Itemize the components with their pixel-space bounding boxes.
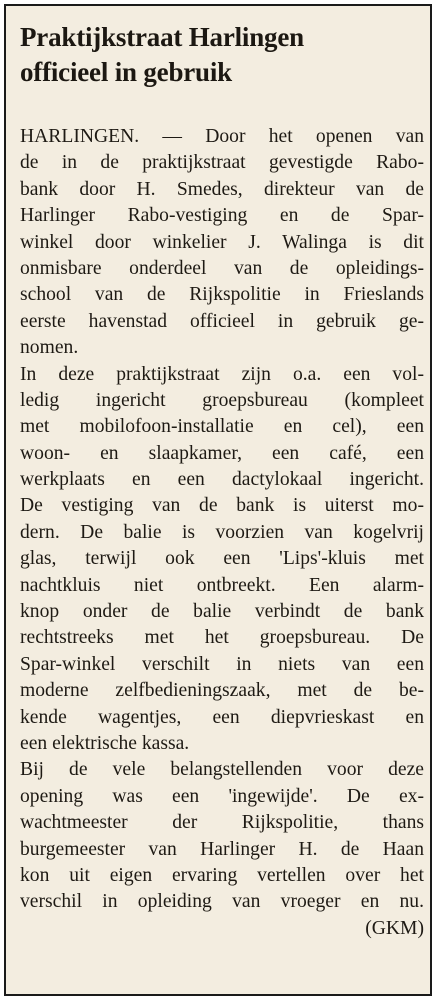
text-line: knop onder de balie verbindt de bank	[20, 601, 424, 623]
article-body	[20, 124, 424, 942]
text-line: Bij de vele belangstellenden voor deze	[20, 759, 424, 781]
text-line: met mobilofoon-installatie en cel), een	[20, 416, 424, 438]
text-line: HARLINGEN. — Door het openen van	[20, 126, 424, 147]
headline-line: Praktijkstraat Harlingen	[20, 22, 304, 52]
text-line: dern. De balie is voorzien van kogelvrij	[20, 521, 424, 543]
text-line: nomen.	[20, 337, 79, 359]
text-line: kon uit eigen ervaring vertellen over het	[20, 864, 424, 886]
text-line: woon- en slaapkamer, een café, een	[20, 442, 424, 464]
text-line: In deze praktijkstraat zijn o.a. een vol-	[20, 363, 424, 385]
text-line: moderne zelfbedieningszaak, met de be-	[20, 680, 424, 702]
text-line: opening was een 'ingewijde'. De ex-	[20, 785, 424, 807]
text-line: kende wagentjes, een diepvrieskast en	[20, 706, 424, 728]
text-line: Harlinger Rabo-vestiging en de Spar-	[20, 205, 424, 227]
text-line: school van de Rijkspolitie in Frieslands	[20, 284, 424, 306]
text-line: onmisbare onderdeel van de opleidings-	[20, 257, 424, 279]
text-line: werkplaats en een dactylokaal ingericht.	[20, 469, 424, 491]
text-line: glas, terwijl ook een 'Lips'-kluis met	[20, 548, 424, 570]
text-line: een elektrische kassa.	[20, 732, 190, 754]
text-line: de in de praktijkstraat gevestigde Rabo-	[20, 152, 424, 174]
newspaper-clipping	[4, 4, 432, 996]
signature: (GKM)	[365, 917, 424, 939]
text-line: ledig ingericht groepsbureau (kompleet	[20, 389, 424, 411]
text-line: wachtmeester der Rijkspolitie, thans	[20, 812, 424, 834]
text-line: verschil in opleiding van vroeger en nu.	[20, 891, 424, 913]
headline	[20, 20, 420, 90]
text-line: rechtstreeks met het groepsbureau. De	[20, 627, 424, 649]
text-line: Spar-winkel verschilt in niets van een	[20, 653, 424, 675]
text-line: De vestiging van de bank is uiterst mo-	[20, 495, 424, 517]
text-line: eerste havenstad officieel in gebruik ge-	[20, 310, 424, 332]
text-line: burgemeester van Harlinger H. de Haan	[20, 838, 424, 860]
text-line: bank door H. Smedes, direkteur van de	[20, 178, 424, 200]
text-line: winkel door winkelier J. Walinga is dit	[20, 231, 424, 253]
headline-line: officieel in gebruik	[20, 57, 232, 87]
text-line: nachtkluis niet ontbreekt. Een alarm-	[20, 574, 424, 596]
